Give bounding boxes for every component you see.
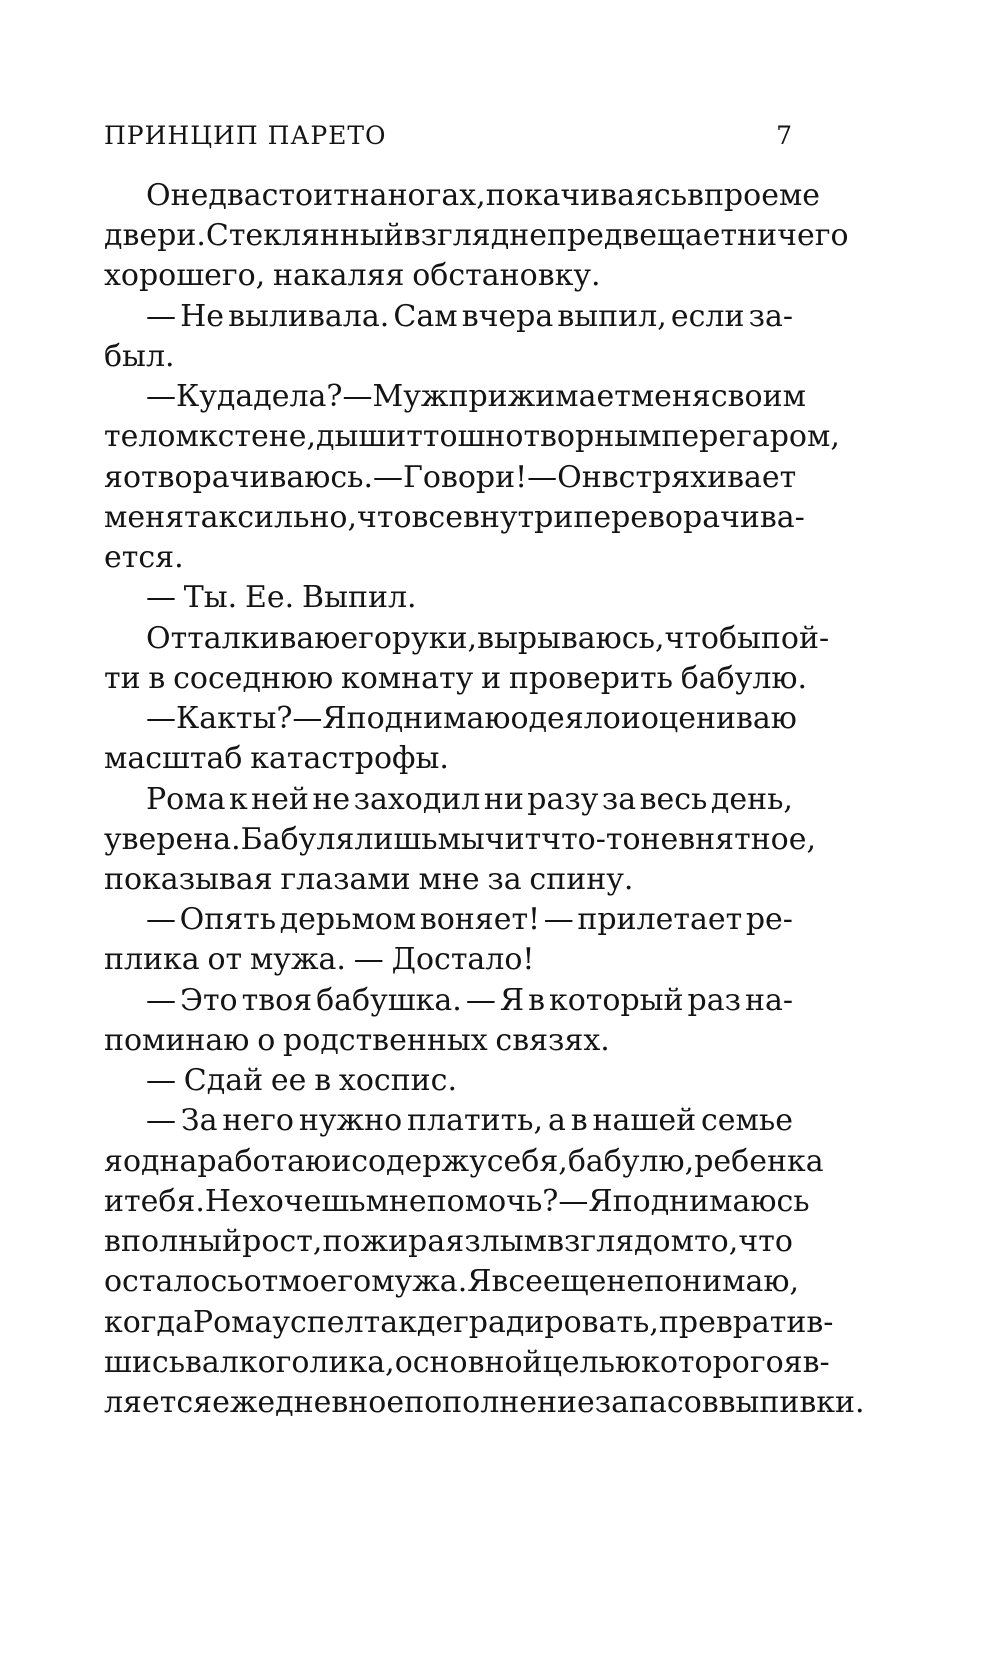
text-line: я отворачиваюсь. — Говори! — Он встряхивает xyxy=(104,459,797,495)
text-line: — Сдай ее в хоспис. xyxy=(146,1063,458,1099)
text-line: хорошего, накаляя обстановку. xyxy=(104,258,601,294)
text-line: Он едва стоит на ногах, покачиваясь в проеме xyxy=(146,178,821,213)
text-line: ти в соседнюю комнату и проверить бабулю. xyxy=(104,660,808,696)
text-line: плика от мужа. — Достало! xyxy=(104,942,535,978)
text-line: шись в алкоголика, основной целью которого яв- xyxy=(104,1344,830,1380)
running-header xyxy=(104,116,793,156)
text-line: Рома к ней не заходил ни разу за весь день, xyxy=(146,781,793,817)
text-line: уверена. Бабуля лишь мычит что-то невнятное, xyxy=(104,821,817,857)
body-text xyxy=(104,176,865,1423)
text-line: — Как ты? — Я поднимаю одеяло и оцениваю xyxy=(146,701,797,737)
page-number: 7 xyxy=(776,121,793,150)
text-line: меня так сильно, что все внутри переворачива- xyxy=(104,499,805,535)
text-line: и тебя. Не хочешь мне помочь? — Я поднимаюсь xyxy=(104,1183,810,1219)
text-line: телом к стене, дышит тошнотворным перегаром, xyxy=(104,419,840,455)
text-line: двери. Стеклянный взгляд не предвещает ничего xyxy=(104,218,849,254)
text-line: ется. xyxy=(104,540,184,576)
text-line: — Опять дерьмом воняет! — прилетает ре- xyxy=(146,902,793,938)
text-line: показывая глазами мне за спину. xyxy=(104,861,634,897)
text-line: — Куда дела? — Муж прижимает меня своим xyxy=(146,379,806,415)
running-title: ПРИНЦИП ПАРЕТО xyxy=(104,121,387,150)
text-line: поминаю о родственных связях. xyxy=(104,1022,610,1058)
text-line: был. xyxy=(104,338,175,374)
text-line: — Не выливала. Сам вчера выпил, если за- xyxy=(146,298,793,334)
text-line: Отталкиваю его руки, вырываюсь, чтобы пой- xyxy=(146,620,830,656)
text-line: масштаб катастрофы. xyxy=(104,741,449,777)
text-line: — Это твоя бабушка. — Я в который раз на- xyxy=(146,982,793,1018)
text-line: я одна работаю и содержу себя, бабулю, ребенка xyxy=(104,1143,824,1179)
text-line: — Ты. Ее. Выпил. xyxy=(146,580,417,616)
text-line: когда Рома успел так деградировать, превратив- xyxy=(104,1304,834,1340)
text-line: осталось от моего мужа. Я все еще не понимаю, xyxy=(104,1264,799,1300)
text-line: в полный рост, пожирая злым взглядом то, что xyxy=(104,1224,793,1260)
text-line: ляется ежедневное пополнение запасов выпивки. xyxy=(104,1385,865,1421)
text-line: — За него нужно платить, а в нашей семье xyxy=(146,1103,793,1139)
